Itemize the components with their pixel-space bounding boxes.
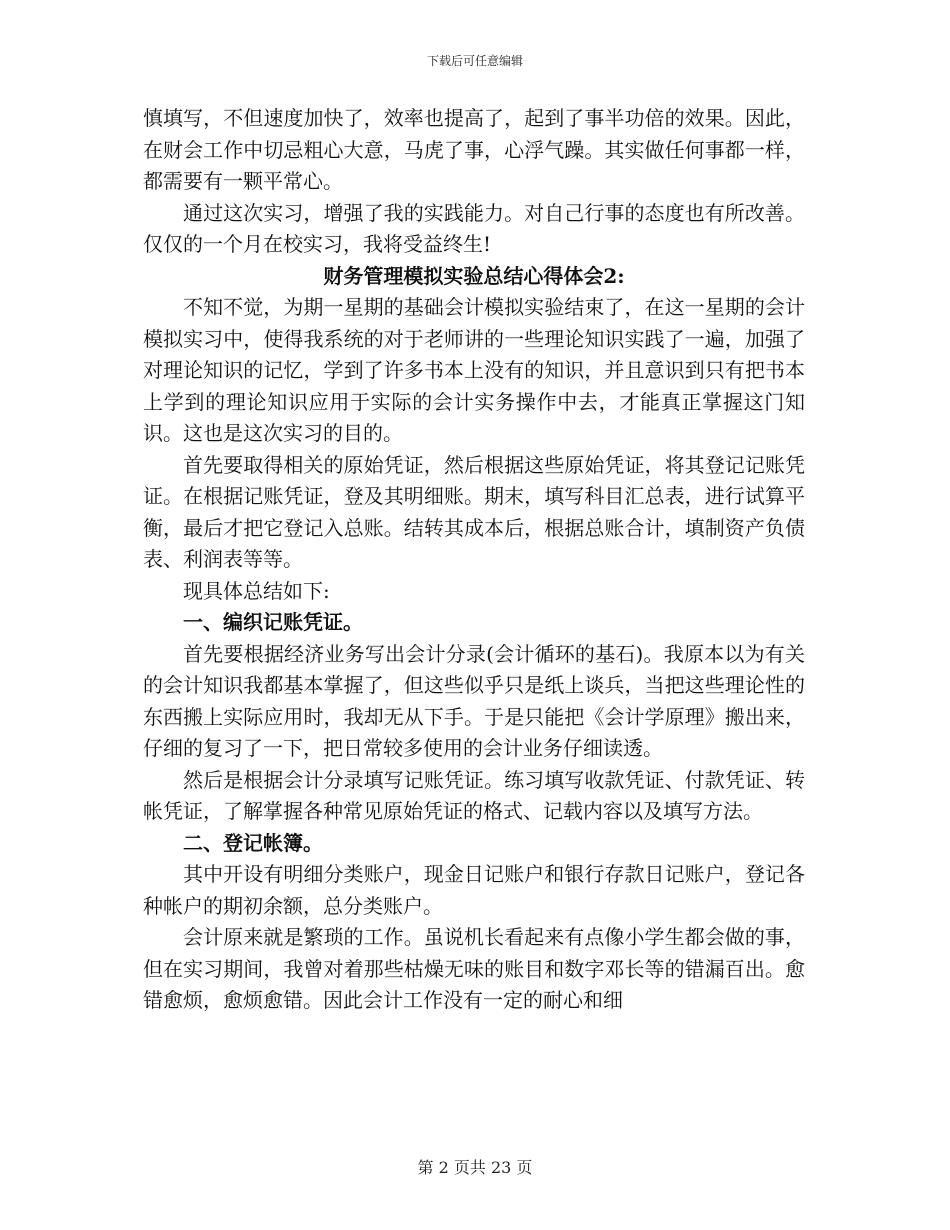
paragraph-9: 会计原来就是繁琐的工作。虽说机长看起来有点像小学生都会做的事，但在实习期间，我曾对着那些枯燥无味的账目和数字邓长等的错漏百出。愈错愈烦，愈烦愈错。因此会计工作没有一定的耐心和细 (143, 925, 805, 1012)
paragraph-6: 首先要根据经济业务写出会计分录(会计循环的基石)。我原本以为有关的会计知识我都基本掌握了，但这些似乎只是纸上谈兵，当把这些理论性的东西搬上实际应用时，我却无从下手。于是只能把《会计学原理》搬出来，仔细的复习了一下，把日常较多使用的会计业务仔细读透。 (143, 641, 805, 760)
paragraph-1: 慎填写，不但速度加快了，效率也提高了，起到了事半功倍的效果。因此，在财会工作中切忌粗心大意，马虎了事，心浮气躁。其实做任何事都一样，都需要有一颗平常心。 (143, 106, 805, 193)
document-body (143, 103, 805, 1017)
paragraph-2: 通过这次实习，增强了我的实践能力。对自己行事的态度也有所改善。仅仅的一个月在校实习，我将受益终生! (143, 200, 805, 256)
paragraph-7: 然后是根据会计分录填写记账凭证。练习填写收款凭证、付款凭证、转帐凭证，了解掌握各种常见原始凭证的格式、记载内容以及填写方法。 (143, 767, 805, 823)
page-footer: 第 2 页共 23 页 (417, 1158, 533, 1177)
heading-2: 二、登记帐簿。 (183, 830, 323, 855)
paragraph-8: 其中开设有明细分类账户，现金日记账户和银行存款日记账户，登记各种帐户的期初余额，总分类账户。 (143, 862, 805, 918)
section-title: 财务管理模拟实验总结心得体会2: (323, 263, 625, 288)
heading-1: 一、编织记账凭证。 (183, 610, 363, 634)
page-header: 下载后可任意编辑 (426, 54, 523, 68)
paragraph-5: 现具体总结如下: (183, 578, 330, 603)
paragraph-4: 首先要取得相关的原始凭证，然后根据这些原始凭证，将其登记记账凭证。在根据记账凭证，登及其明细账。期末，填写科目汇总表，进行试算平衡，最后才把它登记入总账。结转其成本后，根据总账合计，填制资产负债表、利润表等等。 (143, 452, 805, 571)
paragraph-3: 不知不觉，为期一星期的基础会计模拟实验结束了，在这一星期的会计模拟实习中，使得我系统的对于老师讲的一些理论知识实践了一遍，加强了对理论知识的记忆，学到了许多书本上没有的知识，并且意识到只有把书本上学到的理论知识应用于实际的会计实务操作中去，才能真正掌握这门知识。这也是这次实习的目的。 (143, 295, 805, 445)
